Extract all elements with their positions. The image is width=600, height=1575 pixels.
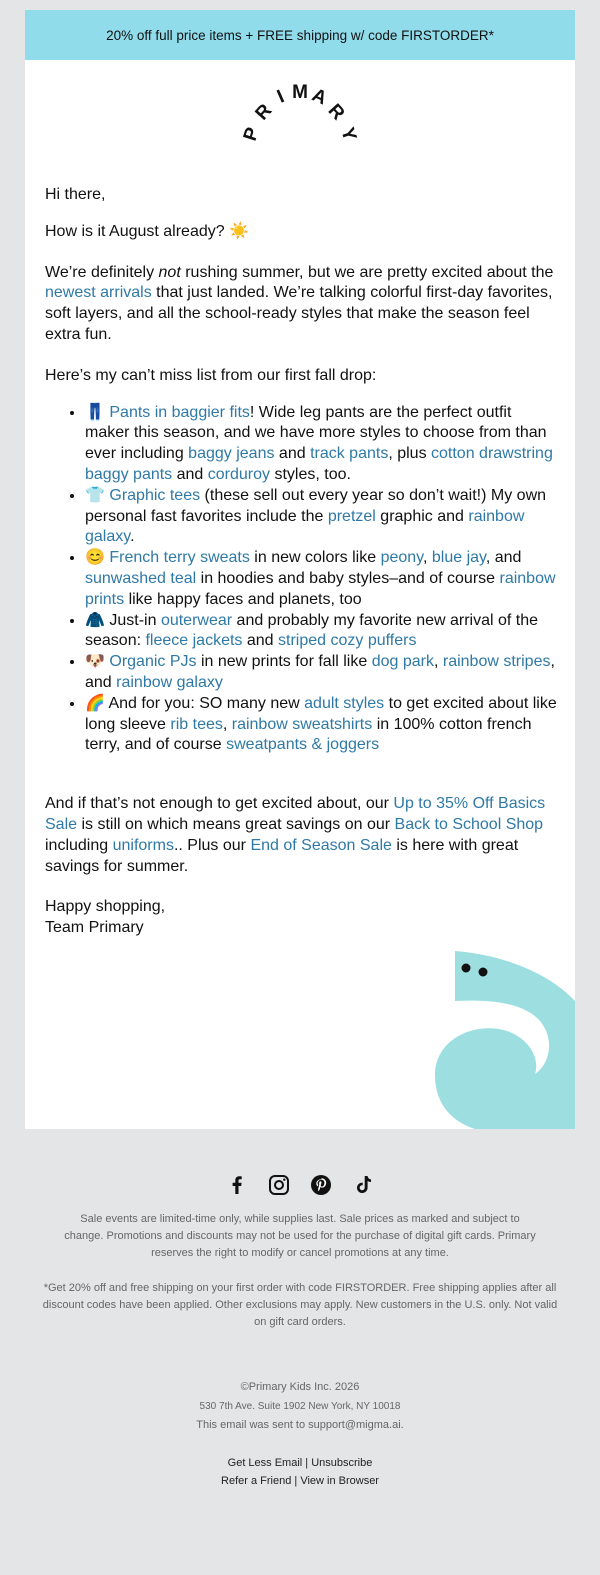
footer-links-row2 — [0, 1472, 600, 1490]
logo-letter: P — [239, 125, 264, 144]
cozy-puffers-link[interactable]: striped cozy puffers — [278, 632, 417, 650]
promo-banner[interactable] — [25, 10, 575, 60]
text: that just landed. We’re talking colorful first-day favorites, soft layers, and all the school-ready styles that make the season feel extra fun. — [45, 284, 553, 343]
text: . — [130, 528, 135, 546]
text: And for you: SO many new — [104, 694, 305, 712]
logo-letter: Y — [336, 125, 361, 144]
text: We’re definitely — [45, 263, 159, 281]
disclaimer-sale: Sale events are limited-time only, while supplies last. Sale prices as marked and subject to change. Promotions and discounts may not be used for the purchase of digital gift cards. Primary reserves the right to modify or cancel promotions at any time. — [64, 1213, 536, 1259]
drawstring-pants-link[interactable]: cotton drawstring baggy pants — [85, 445, 553, 483]
text: , and — [85, 653, 555, 691]
intro-line — [45, 222, 557, 243]
back-to-school-link[interactable]: Back to School Shop — [394, 815, 544, 833]
adult-styles-link[interactable]: adult styles — [304, 694, 385, 712]
list-item — [85, 486, 557, 548]
french-terry-link[interactable]: French terry sweats — [109, 549, 250, 567]
unsubscribe-link[interactable]: Unsubscribe — [311, 1457, 373, 1469]
view-in-browser-link[interactable]: View in Browser — [300, 1475, 379, 1487]
peony-link[interactable]: peony — [380, 549, 423, 567]
paragraph-sales — [45, 794, 557, 877]
text: Just-in — [104, 611, 161, 629]
text: .. Plus our — [173, 836, 251, 854]
text: and probably my favorite new arrival of the season: — [85, 611, 539, 650]
rainbow-stripes-link[interactable]: rainbow stripes — [442, 653, 551, 671]
text: in new colors like — [249, 549, 381, 567]
outerwear-link[interactable]: outerwear — [160, 611, 233, 629]
email-card — [25, 10, 575, 1129]
sweatpants-joggers-link[interactable]: sweatpants & joggers — [226, 736, 380, 754]
baggy-jeans-link[interactable]: baggy jeans — [188, 445, 275, 463]
text: , plus — [388, 445, 432, 463]
logo-letter: A — [308, 84, 330, 110]
rainbow-galaxy-link[interactable]: rainbow galaxy — [85, 507, 525, 546]
footer-links-row1 — [0, 1454, 600, 1472]
signoff-line: Happy shopping, — [45, 898, 166, 916]
rainbow-icon: 🌈 — [85, 694, 105, 712]
text: ! Wide leg pants are the perfect outfit maker this season, and we have more styles to choose from than ever including — [85, 403, 547, 463]
text: to get excited about like long sleeve — [85, 694, 557, 733]
text: is here with great savings for summer. — [45, 836, 519, 875]
dog-icon: 🐶 — [85, 653, 105, 671]
text: (these sell out every year so don’t wait!) My own personal fast favorites include the — [85, 486, 547, 525]
sent-to: This email was sent to support@migma.ai. — [196, 1419, 404, 1431]
signoff-team: Team Primary — [45, 919, 144, 937]
text: including — [45, 836, 113, 854]
pinterest-icon[interactable] — [309, 1173, 333, 1197]
text: and — [242, 632, 279, 650]
pretzel-link[interactable]: pretzel — [327, 507, 376, 525]
rainbow-galaxy-pj-link[interactable]: rainbow galaxy — [116, 673, 223, 691]
logo-letter: R — [251, 100, 277, 125]
list-item — [85, 403, 557, 486]
email-body — [45, 175, 557, 939]
uniforms-link[interactable]: uniforms — [112, 836, 174, 854]
copyright: ©Primary Kids Inc. 2026 — [240, 1381, 360, 1393]
text: in new prints for fall like — [196, 653, 372, 671]
jeans-icon: 👖 — [85, 403, 105, 421]
wave-illustration — [435, 949, 575, 1129]
sunwashed-teal-link[interactable]: sunwashed teal — [85, 569, 197, 587]
text: and — [172, 465, 208, 483]
end-of-season-link[interactable]: End of Season Sale — [250, 836, 392, 854]
text: in 100% cotton french terry, and of course — [85, 715, 532, 754]
rib-tees-link[interactable]: rib tees — [170, 715, 223, 733]
smile-icon: 😊 — [85, 549, 105, 567]
text: And if that’s not enough to get excited about, our — [45, 795, 394, 813]
blue-jay-link[interactable]: blue jay — [431, 549, 486, 567]
text: and — [274, 445, 311, 463]
paragraph-arrivals — [45, 263, 557, 346]
corduroy-link[interactable]: corduroy — [207, 465, 271, 483]
organic-pjs-link[interactable]: Organic PJs — [109, 653, 197, 671]
instagram-icon[interactable] — [267, 1173, 291, 1197]
logo-letter: M — [292, 82, 308, 103]
graphic-tees-link[interactable]: Graphic tees — [109, 486, 201, 504]
tshirt-icon: 👕 — [85, 486, 105, 504]
text: , and — [485, 549, 522, 567]
basics-sale-link[interactable]: Up to 35% Off Basics Sale — [45, 795, 546, 833]
list-item — [85, 652, 557, 694]
logo-letter: I — [274, 86, 288, 108]
drop-list — [45, 403, 557, 757]
dog-park-link[interactable]: dog park — [371, 653, 434, 671]
separator: | — [302, 1457, 312, 1469]
text: rushing summer, but we are pretty excited about the — [180, 263, 554, 281]
list-intro: Here’s my can’t miss list from our first fall drop: — [45, 366, 377, 384]
text: , — [422, 549, 432, 567]
logo-letter: R — [323, 100, 349, 125]
fleece-jackets-link[interactable]: fleece jackets — [145, 632, 243, 650]
rainbow-prints-link[interactable]: rainbow prints — [85, 569, 556, 608]
text: , — [433, 653, 443, 671]
promo-text: 20% off full price items + FREE shipping w/ code FIRSTORDER* — [106, 27, 494, 43]
text: is still on which means great savings on our — [77, 815, 395, 833]
newest-arrivals-link[interactable]: newest arrivals — [45, 284, 152, 302]
signoff — [45, 897, 557, 939]
greeting: Hi there, — [45, 186, 106, 203]
refer-friend-link[interactable]: Refer a Friend — [221, 1475, 292, 1487]
separator: | — [291, 1475, 301, 1487]
primary-logo — [25, 80, 575, 175]
address: 530 7th Ave. Suite 1902 New York, NY 10018 — [199, 1401, 401, 1412]
list-item — [85, 694, 557, 756]
emphasis: not — [158, 263, 181, 281]
get-less-email-link[interactable]: Get Less Email — [227, 1457, 303, 1469]
social-links — [0, 1173, 600, 1197]
text: like happy faces and planets, too — [124, 590, 362, 608]
list-item — [85, 611, 557, 653]
text: styles, too. — [270, 465, 351, 483]
coat-icon: 🧥 — [85, 611, 105, 629]
text: in hoodies and baby styles–and of course — [196, 569, 500, 587]
text: graphic and — [375, 507, 469, 525]
baggier-fits-link[interactable]: Pants in baggier fits — [109, 403, 250, 421]
facebook-icon[interactable] — [225, 1173, 249, 1197]
disclaimer-firstorder: *Get 20% off and free shipping on your first order with code FIRSTORDER. Free shipping applies after all discount codes have been applied. Other exclusions may apply. New customers in the U.S. only. Not valid on gift card orders. — [42, 1282, 558, 1328]
track-pants-link[interactable]: track pants — [310, 445, 389, 463]
list-item — [85, 548, 557, 610]
sun-icon: ☀️ — [229, 222, 250, 240]
rainbow-sweatshirts-link[interactable]: rainbow sweatshirts — [231, 715, 373, 733]
text: , — [222, 715, 232, 733]
tiktok-icon[interactable] — [351, 1173, 375, 1197]
intro-text: How is it August already? — [45, 222, 225, 240]
